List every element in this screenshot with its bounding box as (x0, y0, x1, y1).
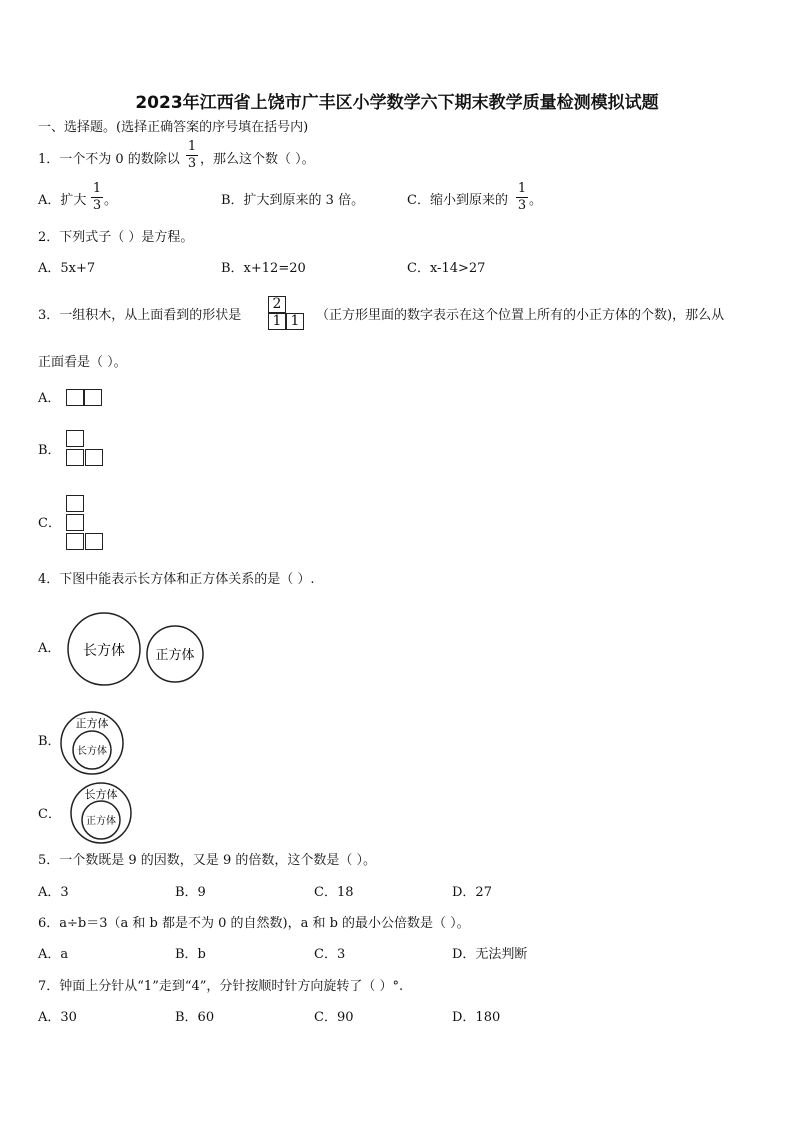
q7-option-c: C．90 (314, 1010, 354, 1025)
q4-option-a-diagram (60, 608, 210, 690)
page-title: 2023年江西省上饶市广丰区小学数学六下期末教学质量检测模拟试题 (135, 93, 659, 113)
q2-option-a: A．5x+7 (38, 261, 96, 276)
q1-option-c-after: 。 (529, 193, 543, 208)
q1-fraction (186, 139, 198, 172)
q5-option-b: B．9 (175, 885, 206, 900)
cuboid-label: 长方体 (77, 746, 107, 757)
q7-stem: 7．钟面上分针从“1”走到“4”，分针按顺时针方向旋转了（ ）°. (38, 979, 404, 994)
q3-stem-line2: 正面看是（ ）。 (38, 355, 127, 370)
q4-option-b-diagram (58, 710, 130, 776)
q3-option-b-label: B． (38, 443, 61, 458)
q7-option-d: D．180 (452, 1010, 501, 1025)
q2-option-c: C．x-14>27 (407, 261, 486, 276)
cuboid-label: 长方体 (83, 643, 125, 659)
cube-label: 正方体 (86, 816, 116, 827)
fraction-denominator: 3 (187, 156, 197, 171)
q2-option-b: B．x+12=20 (221, 261, 306, 276)
fraction-denominator: 3 (92, 198, 102, 213)
q5-option-c: C．18 (314, 885, 354, 900)
cube-label: 正方体 (75, 717, 109, 730)
q5-stem: 5．一个数既是 9 的因数，又是 9 的倍数，这个数是（ ）。 (38, 853, 376, 868)
top-view-cell: 2 (268, 296, 286, 313)
figure-square (66, 495, 84, 512)
q4-option-c-label: C． (38, 807, 61, 822)
q1-stem-after: ，那么这个数（ ）。 (200, 152, 315, 167)
q6-stem: 6．a÷b＝3（a 和 b 都是不为 0 的自然数)，a 和 b 的最小公倍数是（ ）。 (38, 916, 470, 931)
q1-option-b: B．扩大到原来的 3 倍。 (221, 193, 365, 208)
q6-option-b: B．b (175, 947, 206, 962)
q1-stem-before: 1．一个不为 0 的数除以 (38, 152, 180, 167)
q6-option-c: C．3 (314, 947, 346, 962)
q2-stem: 2．下列式子（ ）是方程。 (38, 230, 194, 245)
q4-option-c-diagram (68, 780, 134, 846)
figure-square (66, 389, 84, 406)
q5-option-d: D．27 (452, 885, 492, 900)
q6-option-a: A．a (38, 947, 69, 962)
top-view-cell: 1 (268, 313, 286, 330)
q1-option-a-before: A．扩大 (38, 193, 87, 208)
figure-square (66, 533, 84, 550)
cube-label: 正方体 (155, 648, 195, 663)
q4-option-a-label: A． (38, 641, 61, 656)
figure-square (66, 430, 84, 447)
q3-stem-after: （正方形里面的数字表示在这个位置上所有的小正方体的个数)，那么从 (316, 308, 725, 323)
figure-square (84, 389, 102, 406)
q3-option-c-label: C． (38, 516, 61, 531)
q1-option-a-fraction (91, 181, 103, 214)
q1-option-c-before: C．缩小到原来的 (407, 193, 508, 208)
cuboid-label: 长方体 (84, 788, 118, 801)
fraction-denominator: 3 (517, 198, 527, 213)
figure-square (66, 449, 84, 466)
top-view-cell: 1 (286, 313, 304, 330)
figure-square (66, 514, 84, 531)
fraction-numerator: 1 (92, 181, 102, 196)
q6-option-d: D．无法判断 (452, 947, 528, 962)
fraction-numerator: 1 (517, 181, 527, 196)
q1-option-a-after: 。 (104, 193, 118, 208)
figure-square (85, 533, 103, 550)
figure-square (85, 449, 103, 466)
q5-option-a: A．3 (38, 885, 69, 900)
q3-stem-before: 3．一组积木，从上面看到的形状是 (38, 308, 242, 323)
q7-option-a: A．30 (38, 1010, 77, 1025)
section-heading: 一、选择题。(选择正确答案的序号填在括号内) (38, 120, 309, 135)
q4-option-b-label: B． (38, 734, 61, 749)
fraction-numerator: 1 (187, 139, 197, 154)
q4-stem: 4．下图中能表示长方体和正方体关系的是（ ）. (38, 572, 315, 587)
q7-option-b: B．60 (175, 1010, 215, 1025)
q1-option-c-fraction (516, 181, 528, 214)
q3-option-a-label: A． (38, 391, 61, 406)
